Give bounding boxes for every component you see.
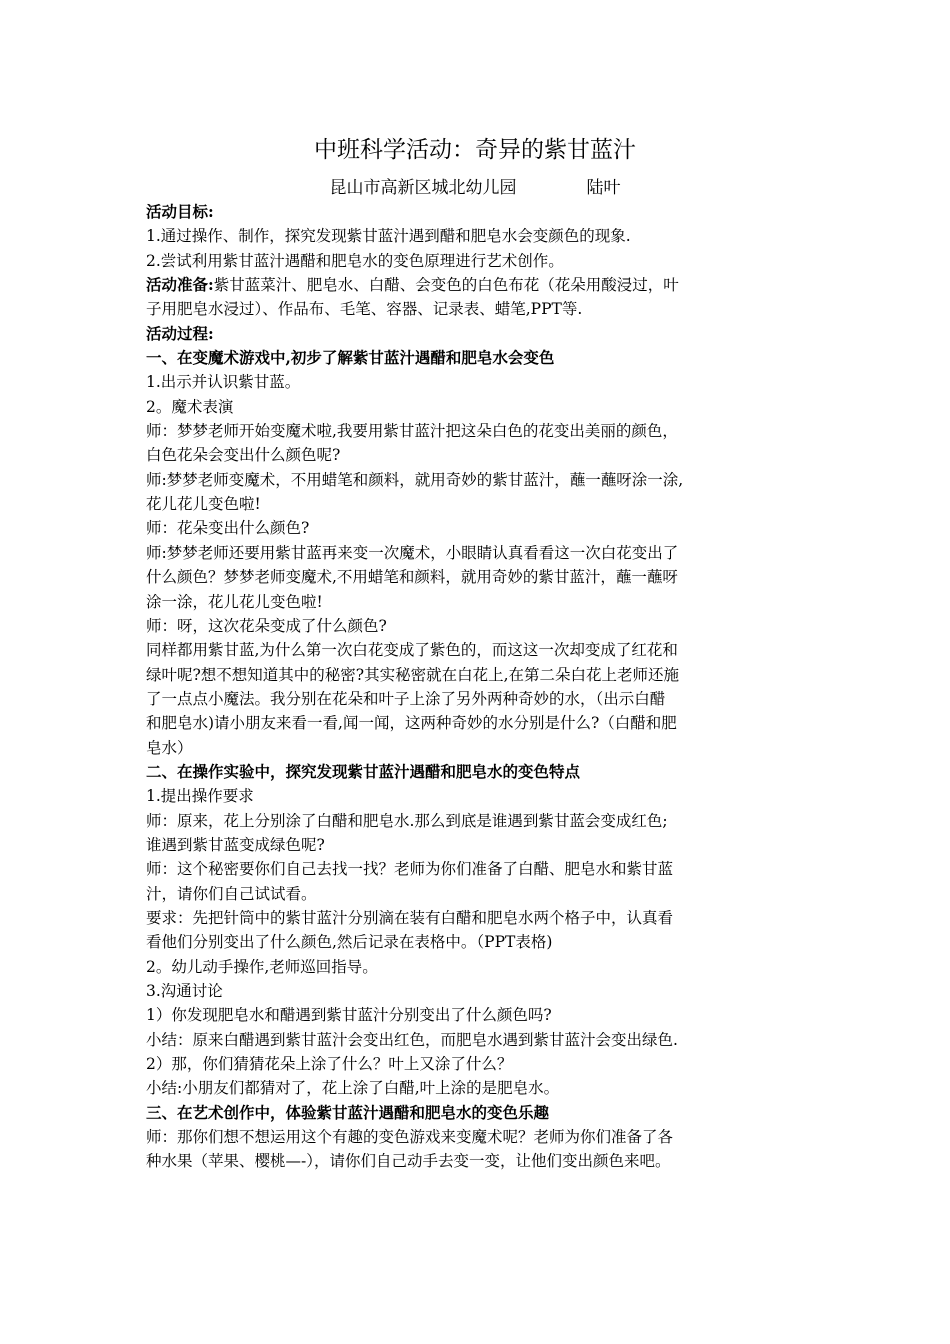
text-line: 师：呀，这次花朵变成了什么颜色? bbox=[146, 616, 387, 635]
text-line: 汁，请你们自己试试看。 bbox=[146, 884, 317, 903]
text-line: 师：梦梦老师开始变魔术啦,我要用紫甘蓝汁把这朵白色的花变出美丽的颜色， bbox=[146, 422, 678, 441]
text-line: 花儿花儿变色啦! bbox=[146, 495, 261, 514]
text-line: 涂一涂，花儿花儿变色啦! bbox=[146, 592, 323, 611]
prep-text-1: 紫甘蓝菜汁、肥皂水、白醋、会变色的白色布花（花朵用酸浸过，叶 bbox=[213, 276, 679, 295]
prep-heading: 活动准备: bbox=[146, 275, 214, 295]
text-line: 师:梦梦老师还要用紫甘蓝再来变一次魔术，小眼睛认真看看这一次白花变出了 bbox=[146, 543, 679, 562]
section3-heading: 三、在艺术创作中，体验紫甘蓝汁遇醋和肥皂水的变色乐趣 bbox=[146, 1102, 550, 1122]
page-title: 中班科学活动：奇异的紫甘蓝汁 bbox=[314, 137, 636, 163]
text-line: 2）那，你们猜猜花朵上涂了什么？叶上又涂了什么？ bbox=[146, 1055, 513, 1074]
text-line: 小结：原来白醋遇到紫甘蓝汁会变出红色，而肥皂水遇到紫甘蓝汁会变出绿色. bbox=[146, 1030, 678, 1049]
process-heading: 活动过程: bbox=[146, 323, 214, 343]
goals-heading: 活动目标: bbox=[146, 202, 214, 221]
section1-heading: 一、在变魔术游戏中,初步了解紫甘蓝汁遇醋和肥皂水会变色 bbox=[146, 348, 555, 368]
text-line: 看他们分别变出了什么颜色,然后记录在表格中。（PPT表格) bbox=[146, 933, 553, 952]
document-body bbox=[146, 200, 816, 1174]
text-line: 白色花朵会变出什么颜色呢? bbox=[146, 446, 341, 465]
text-line: 师：那你们想不想运用这个有趣的变色游戏来变魔术呢？老师为你们准备了各 bbox=[146, 1128, 674, 1147]
text-line: 什么颜色？梦梦老师变魔术,不用蜡笔和颜料，就用奇妙的紫甘蓝汁，蘸一蘸呀 bbox=[146, 568, 678, 587]
author-line bbox=[0, 176, 950, 200]
text-line: 2。幼儿动手操作,老师巡回指导。 bbox=[146, 957, 378, 976]
text-line: 绿叶呢?想不想知道其中的秘密?其实秘密就在白花上,在第二朵白花上老师还施 bbox=[146, 665, 680, 684]
goal-item: 1.通过操作、制作，探究发现紫甘蓝汁遇到醋和肥皂水会变颜色的现象. bbox=[146, 227, 631, 246]
text-line: 皂水） bbox=[146, 738, 193, 757]
text-line: 2。魔术表演 bbox=[146, 397, 234, 416]
text-line: 和肥皂水)请小朋友来看一看,闻一闻，这两种奇妙的水分别是什么?（白醋和肥 bbox=[146, 714, 677, 733]
text-line: 师：原来，花上分别涂了白醋和肥皂水.那么到底是谁遇到紫甘蓝会变成红色; bbox=[146, 811, 668, 830]
text-line: 1.出示并认识紫甘蓝。 bbox=[146, 373, 301, 392]
text-line: 1.提出操作要求 bbox=[146, 787, 254, 806]
text-line: 同样都用紫甘蓝,为什么第一次白花变成了紫色的，而这这一次却变成了红花和 bbox=[146, 641, 678, 660]
text-line: 小结:小朋友们都猜对了，花上涂了白醋,叶上涂的是肥皂水。 bbox=[146, 1079, 560, 1098]
text-line: 师：这个秘密要你们自己去找一找？老师为你们准备了白醋、肥皂水和紫甘蓝 bbox=[146, 860, 674, 879]
author-school: 昆山市高新区城北幼儿园 bbox=[329, 178, 517, 198]
text-line: 师：花朵变出什么颜色? bbox=[146, 519, 310, 538]
prep-paragraph bbox=[146, 273, 816, 297]
section3-lines bbox=[146, 1125, 816, 1174]
section2-lines bbox=[146, 784, 816, 1100]
goal-item: 2.尝试利用紫甘蓝汁遇醋和肥皂水的变色原理进行艺术创作。 bbox=[146, 251, 564, 270]
text-line: 师:梦梦老师变魔术，不用蜡笔和颜料，就用奇妙的紫甘蓝汁，蘸一蘸呀涂一涂, bbox=[146, 470, 684, 489]
section1-lines bbox=[146, 370, 816, 760]
text-line: 种水果（苹果、樱桃—-），请你们自己动手去变一变，让他们变出颜色来吧。 bbox=[146, 1152, 671, 1171]
author-name: 陆叶 bbox=[586, 178, 621, 198]
text-line: 3.沟通讨论 bbox=[146, 982, 223, 1000]
section2-heading: 二、在操作实验中，探究发现紫甘蓝汁遇醋和肥皂水的变色特点 bbox=[146, 761, 581, 781]
text-line: 了一点点小魔法。我分别在花朵和叶子上涂了另外两种奇妙的水，（出示白醋 bbox=[146, 689, 666, 708]
prep-text-2: 子用肥皂水浸过）、作品布、毛笔、容器、记录表、蜡笔,PPT等. bbox=[146, 300, 583, 319]
text-line: 谁遇到紫甘蓝变成绿色呢? bbox=[146, 835, 325, 854]
text-line: 要求：先把针筒中的紫甘蓝汁分别滴在装有白醋和肥皂水两个格子中，认真看 bbox=[146, 908, 674, 927]
text-line: 1）你发现肥皂水和醋遇到紫甘蓝汁分别变出了什么颜色吗? bbox=[146, 1006, 552, 1025]
